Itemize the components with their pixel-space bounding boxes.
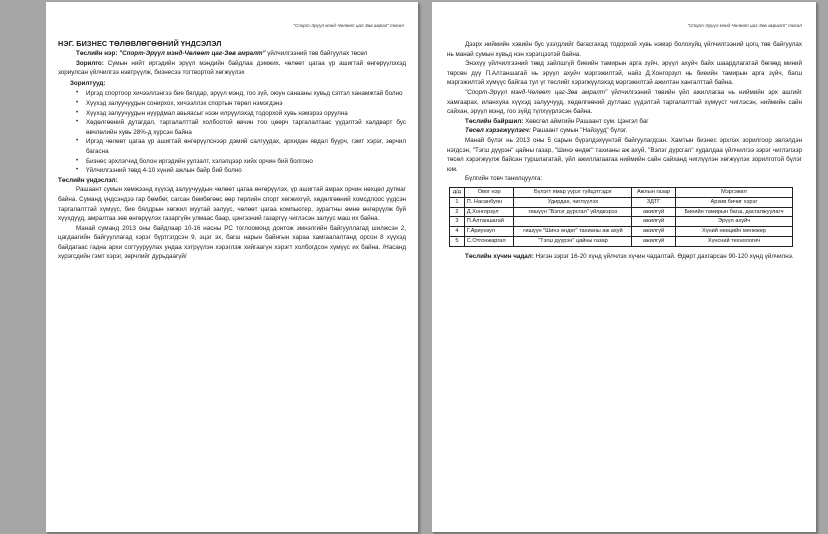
table-cell: 4 — [450, 227, 465, 237]
goal-item: • Бизнес эрхлэгчид болон иргэдийн уулзалт, хэлэлцээр хийх орчин бий болгоно — [86, 157, 406, 167]
table-cell: Биеийн тамирын багш, дасгалжуулагч — [675, 207, 793, 217]
goal-item: • Иргэд чөлөөт цагаа үр ашигтай өнгөрүүлснээр дэмий салгуудах, архидан явдал буурч, гэмт хэрэг, зөрчил багасна — [86, 137, 406, 156]
table-cell: Хүний нөөцийн менежер — [675, 227, 793, 237]
table-row — [450, 236, 793, 246]
capacity-paragraph — [447, 252, 802, 262]
table-cell: Д.Хонгорзул — [464, 207, 514, 217]
implementer-paragraph — [447, 126, 802, 136]
project-name-italic: "Спорт-Эрүүл мэнд-Чөлөөт цаг-Зөв амралт" — [465, 88, 608, 96]
purpose-label: Зорилго: — [76, 59, 104, 67]
body-paragraph: Дээрх ниймийн хэвийн бус үзэгдлийг багасгахад тодорхой хувь нэмэр болохуйц үйлчилгээний цогц төв байгуулах нь манай сумын хувьд нэн хэрэгцээтэй байна. — [447, 41, 802, 58]
implementer-text: Рашаант сумын "Найзууд" бүлэг. — [532, 127, 628, 135]
body-paragraph: Энэхүү үйлчилгээний төвд зайлшгүй биеийн тамирын арга зүйч, эрүүл ахуйч байх шаардлагатай бөгөөд миний төрсөн дүү П.Алтаншагай нь эрүүл ахуйч мэргэжилтэй, найз Д.Хонгорзул нь биеийн тамирын арга зүйч, багш мэргэжилтэй хүмүүс байгаа тул үг төслийг хэрэгжүүлэхэд мэргэжилтэй ажилтан хангалттай байна. — [447, 60, 802, 87]
project-name-paragraph — [58, 49, 406, 59]
table-cell: ажилгүй — [632, 236, 675, 246]
table-cell: ажилгүй — [632, 227, 675, 237]
body-paragraph — [447, 88, 802, 117]
table-cell: ЗДТГ — [632, 197, 675, 207]
basis-heading: Төслийн үндэслэл: — [58, 176, 118, 184]
body-text: үйлчилгээний төвийн үйл ажиллагаа нь ниймийн эрх ашгийг хамгаарах, иланхуяа хүүхэд залуучууд, хөдөлгөөний дутлаас үүдэлтэй таргалалттай хүмүүст чиглэсэн, ниймийн сайн сайхан, эрүүл мэнд, гоо зүйд түлхүүрлэсэн байна. — [447, 88, 802, 116]
document-page-1 — [46, 2, 418, 532]
table-row — [450, 217, 793, 227]
table-cell: Эрүүл ахуйч — [675, 217, 793, 227]
running-header: "Спорт-Эрүүл мэнд-Чөлөөт цаг-Зөв амрал" төсөл — [293, 23, 404, 28]
project-name-rest: үйлчилгээний төв байгуулах төсөл — [267, 50, 368, 57]
members-table — [449, 187, 793, 247]
column-header: Овог нэр — [464, 187, 514, 197]
table-cell: Архив бичиг хэрэг — [675, 197, 793, 207]
purpose-text: Сумын нийт иргэдийн эрүүл мэндийн байдлаа дэмжих, чөлөөт цагаа үр ашигтай өнгөрүүлэхэд зориулсан үйлчилгээ нэвтрүүлж, бизнесээ тогтвортой хөгжүүлэх — [58, 59, 406, 77]
table-row — [450, 197, 793, 207]
column-header: Мэргэжил — [675, 187, 793, 197]
table-cell: гишүүн "Вэлэг дүрсгал" үйлдвэрээ — [514, 207, 632, 217]
group-paragraph: Манай бүлэг нь 2013 оны 5 сарын бүрэлдэхүүнтэй байгуулагдсан. Хамтын бизнес эрхлэх зорилгоор эвлэлдэн нэгдсэн, "Тэгш дүүрэн" цайны газар, "Шинэ өндөг" тахианы аж ахуй, "Вэлэг дүрсгал" худалдаа үйлчилгээ зэрэг чиглэлээр төсөл хэрэгжүүлж байсан туршлагатай, үйл ажиллагаагаа ниймийн сайн сайханд чиглүүлэн хөгжүүлэх зорилготой бүлэг юм. — [447, 136, 802, 173]
goals-list — [58, 89, 406, 175]
table-row — [450, 227, 793, 237]
table-cell: 3 — [450, 217, 465, 227]
table-caption: Бүлгийн товч танилцуулга: — [465, 175, 543, 183]
project-name-value: "Спорт-Эрүүл мэнд-Чөлөөт цаг-Зөв амралт" — [119, 50, 266, 57]
table-cell: Удирдах, чиглүүлэх — [514, 197, 632, 207]
goal-item: • Иргэд спортоор хичээллэнгээ бие бялдар, эрүүл мэнд, гоо зүй, оюун санааны хувьд сэтгэл ханамжтай болно — [86, 89, 406, 99]
implementer-label: Төсөл хэрэгжүүлэгч: — [465, 127, 531, 135]
basis-paragraph: Манай суманд 2013 оны байдлаар 10-16 насны PC тоглоомонд донтож эмнэлгийн байгууллагад шилжсэн 2, цагдаагийн байгууллагад хэрэг бүртгэгдсэн 9, эцэг эх, багш нарын байнгын хараа хамгаалалтанд орсон 8 хүүхэд байдагаас гадна архи согтууруулах ундаа хэтрүүлэн хэрэглэж хийгаагүн хэрэгт холбогдсон хүмүүс их байна. /Насанд хүрэгсдийн гэмт хэрэг, зөрчлийг дурьдаагүй/ — [58, 224, 406, 261]
goals-heading: Зорилтууд: — [70, 79, 106, 87]
project-name-label: Төслийн нэр: — [76, 50, 118, 57]
table-cell: 1 — [450, 197, 465, 207]
table-cell: 2 — [450, 207, 465, 217]
location-label: Төслийн байршил: — [465, 117, 524, 125]
goal-item: • Хөдөлгөөний дутагдал, таргалалттай холбоотой өвчин тоо цөөрч таргалалтаас үүдэлтэй халдварт бус өвчлөлийн хувь 28%-д хүрсэн байна — [86, 118, 406, 137]
basis-paragraph: Рашаант сумын хөмжээнд хүүхэд залуучуудын чөлөөт цагаа өнгөрүүлэх, үр ашигтай амрах орчин нөхцөл дутмаг байна. Суманд үндсэндээ гар бөмбөг, сагсан бөмбөгөөс өөр төрлийн спорт хөгжихгүй, хөдөлгөөний хомсдлоос үүдсэн таргалалттай хүмүүс, бие бялдрын хөгжил муутай залуус, чөлөөт цагаа компьютер, зурагтны өмнө өнгөрүүлж буй хүүхдүүд, амралтаа зөв өнгөрүүлэх газаргүйн улмаас баар, цэнгээний газаргүү чиглэсэн залуус маш их байна. — [58, 186, 406, 223]
table-cell: "Тэгш дүүрэн" цайны газар — [514, 236, 632, 246]
table-cell: Хүнсний технологич — [675, 236, 793, 246]
table-cell — [514, 217, 632, 227]
table-cell: Г.Ариунзул — [464, 227, 514, 237]
capacity-label: Төслийн хүчин чадал: — [465, 252, 534, 260]
column-header: Бүлэгт ямар үүрэг гүйцэтгэдэг — [514, 187, 632, 197]
table-cell: ажилгүй — [632, 217, 675, 227]
purpose-paragraph — [58, 59, 406, 78]
section-title: НЭГ. БИЗНЕС ТӨЛӨВЛӨГӨӨНИЙ ҮНДСЭЛЭЛ — [58, 39, 222, 48]
goal-item: • Хүүхэд залуучуудын сонирхох, хичээллэх спортын төрөл нэмэгдэнэ — [86, 99, 406, 109]
page-1-content — [58, 38, 406, 262]
document-page-2 — [432, 2, 816, 532]
location-paragraph — [447, 117, 802, 127]
goal-item: • Үйлчилгээний төвд 4-10 хүний ажлын байр бий болно — [86, 166, 406, 176]
table-cell: П. Насанбуян — [464, 197, 514, 207]
column-header: Ажлын газар — [632, 187, 675, 197]
column-header: д/д — [450, 187, 465, 197]
table-cell: 5 — [450, 236, 465, 246]
location-text: Хөвсгөл аймгийн Рашаант сум. Цэнгэл баг — [525, 117, 649, 125]
table-cell: гишүүн "Шинэ өндөг" тахианы аж ахуй — [514, 227, 632, 237]
table-cell: ажилгүй — [632, 207, 675, 217]
table-cell: С.Отгонжаргал — [464, 236, 514, 246]
page-2-content — [447, 40, 802, 261]
capacity-text: Нэгэн зэрэг 16-20 хүнд үйлчлэх хүчин чадалтай. Өдөрт дахгарсан 90-120 хүнд үйлчилнэ. — [535, 252, 794, 260]
running-header: "Спорт-Эрүүл мэнд-Чөлөөт цаг-Зөв амралт" төсөл — [687, 23, 802, 28]
table-cell: П.Алтаншагай — [464, 217, 514, 227]
table-header-row — [450, 187, 793, 197]
table-row — [450, 207, 793, 217]
goal-item: • Хүүхэд залуучуудын нүүрдмал авьяасыг нээн илрүүлэхэд тодорхой хувь нэмэрээ оруулна — [86, 109, 406, 119]
